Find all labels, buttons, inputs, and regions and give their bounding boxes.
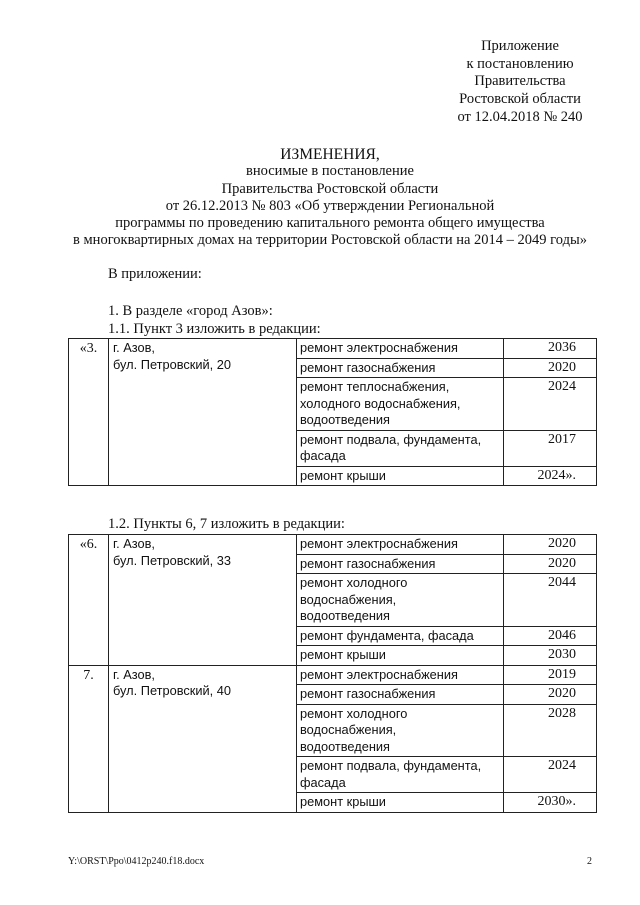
cell-line: ремонт газоснабжения [300, 555, 436, 571]
header-line: от 12.04.2018 № 240 [457, 108, 583, 125]
cell-line: бул. Петровский, 40 [113, 683, 232, 698]
year-cell: 2017 [504, 430, 597, 466]
table-items-6-7 [68, 534, 597, 813]
work-type-cell [297, 757, 504, 793]
year-cell: 2020 [504, 554, 597, 574]
cell-line: фасада [300, 448, 346, 463]
year-cell: 2024». [504, 466, 597, 486]
work-type-cell [297, 646, 504, 666]
year-cell: 2019 [504, 665, 597, 685]
cell-line: ремонт газоснабжения [300, 359, 436, 375]
page-number: 2 [587, 856, 592, 867]
cell-line: водоснабжения, [300, 591, 397, 607]
year-cell: 2030». [504, 793, 597, 813]
year-cell: 2024 [504, 757, 597, 793]
cell-line: водоотведения [300, 608, 390, 623]
year-cell: 2046 [504, 626, 597, 646]
table-body [69, 535, 597, 813]
cell-line: ремонт крыши [300, 467, 386, 483]
work-type-cell [297, 430, 504, 466]
cell-line: ремонт крыши [300, 794, 386, 809]
year-cell: 2020 [504, 535, 597, 555]
header-line: Ростовской области [459, 91, 581, 108]
table-item-3 [68, 338, 597, 486]
cell-line: водоотведения [300, 412, 390, 427]
item-number: 7. [69, 665, 109, 812]
item-number: «6. [69, 535, 109, 666]
year-cell: 2028 [504, 704, 597, 757]
table-body [69, 339, 597, 486]
work-type-cell [297, 574, 504, 627]
work-type-cell [297, 793, 504, 813]
subsection-1-2: 1.2. Пункты 6, 7 изложить в редакции: [108, 516, 345, 532]
work-type-cell [297, 378, 504, 431]
cell-line: г. Азов, [113, 666, 155, 682]
cell-line: водоснабжения, [300, 722, 397, 737]
work-type-cell [297, 685, 504, 705]
cell-line: ремонт холодного [300, 575, 408, 590]
footer-file-path: Y:\ORST\Ppo\0412p240.f18.docx [68, 856, 205, 867]
cell-line: ремонт фундамента, фасада [300, 627, 474, 643]
table-row [69, 339, 597, 359]
year-cell: 2044 [504, 574, 597, 627]
cell-line: ремонт крыши [300, 647, 386, 662]
title-line: от 26.12.2013 № 803 «Об утверждении Региональной [165, 197, 495, 214]
cell-line: ремонт электроснабжения [300, 666, 458, 682]
cell-line: бул. Петровский, 20 [113, 356, 232, 372]
work-type-cell [297, 339, 504, 359]
table-row [69, 535, 597, 555]
address-cell [109, 339, 297, 486]
work-type-cell [297, 535, 504, 555]
item-number: «3. [69, 339, 109, 486]
cell-line: бул. Петровский, 33 [113, 552, 232, 568]
cell-line: ремонт теплоснабжения, [300, 379, 450, 394]
cell-line: ремонт электроснабжения [300, 536, 458, 551]
cell-line: г. Азов, [113, 340, 155, 355]
header-line: Приложение [481, 38, 559, 54]
cell-line: фасада [300, 774, 346, 790]
cell-line: водоотведения [300, 738, 390, 754]
work-type-cell [297, 466, 504, 486]
table-row [69, 665, 597, 685]
address-cell [109, 665, 297, 812]
cell-line: холодного водоснабжения, [300, 395, 461, 411]
work-type-cell [297, 704, 504, 757]
work-type-cell [297, 665, 504, 685]
header-line: Правительства [474, 73, 566, 90]
title-line: программы по проведению капитального ремонта общего имущества [115, 215, 545, 232]
address-cell [109, 535, 297, 666]
cell-line: ремонт подвала, фундамента, [300, 758, 482, 773]
cell-line: ремонт холодного [300, 705, 408, 721]
intro-paragraph: В приложении: [108, 266, 202, 282]
year-cell: 2020 [504, 358, 597, 378]
year-cell: 2024 [504, 378, 597, 431]
year-cell: 2030 [504, 646, 597, 666]
year-cell: 2036 [504, 339, 597, 359]
work-type-cell [297, 554, 504, 574]
title-line: Правительства Ростовской области [221, 180, 439, 197]
subsection-1-1: 1.1. Пункт 3 изложить в редакции: [108, 321, 321, 337]
title-line: вносимые в постановление [246, 163, 414, 180]
cell-line: ремонт подвала, фундамента, [300, 431, 482, 447]
cell-line: г. Азов, [113, 536, 155, 551]
document-title [40, 146, 620, 250]
title-heading: ИЗМЕНЕНИЯ, [280, 146, 380, 163]
title-line: в многоквартирных домах на территории Ростовской области на 2014 – 2049 годы» [73, 232, 587, 249]
work-type-cell [297, 626, 504, 646]
work-type-cell [297, 358, 504, 378]
cell-line: ремонт газоснабжения [300, 686, 436, 701]
section-1-heading: 1. В разделе «город Азов»: [108, 303, 273, 319]
appendix-header [400, 38, 640, 127]
header-line: к постановлению [466, 55, 574, 72]
year-cell: 2020 [504, 685, 597, 705]
cell-line: ремонт электроснабжения [300, 340, 458, 355]
